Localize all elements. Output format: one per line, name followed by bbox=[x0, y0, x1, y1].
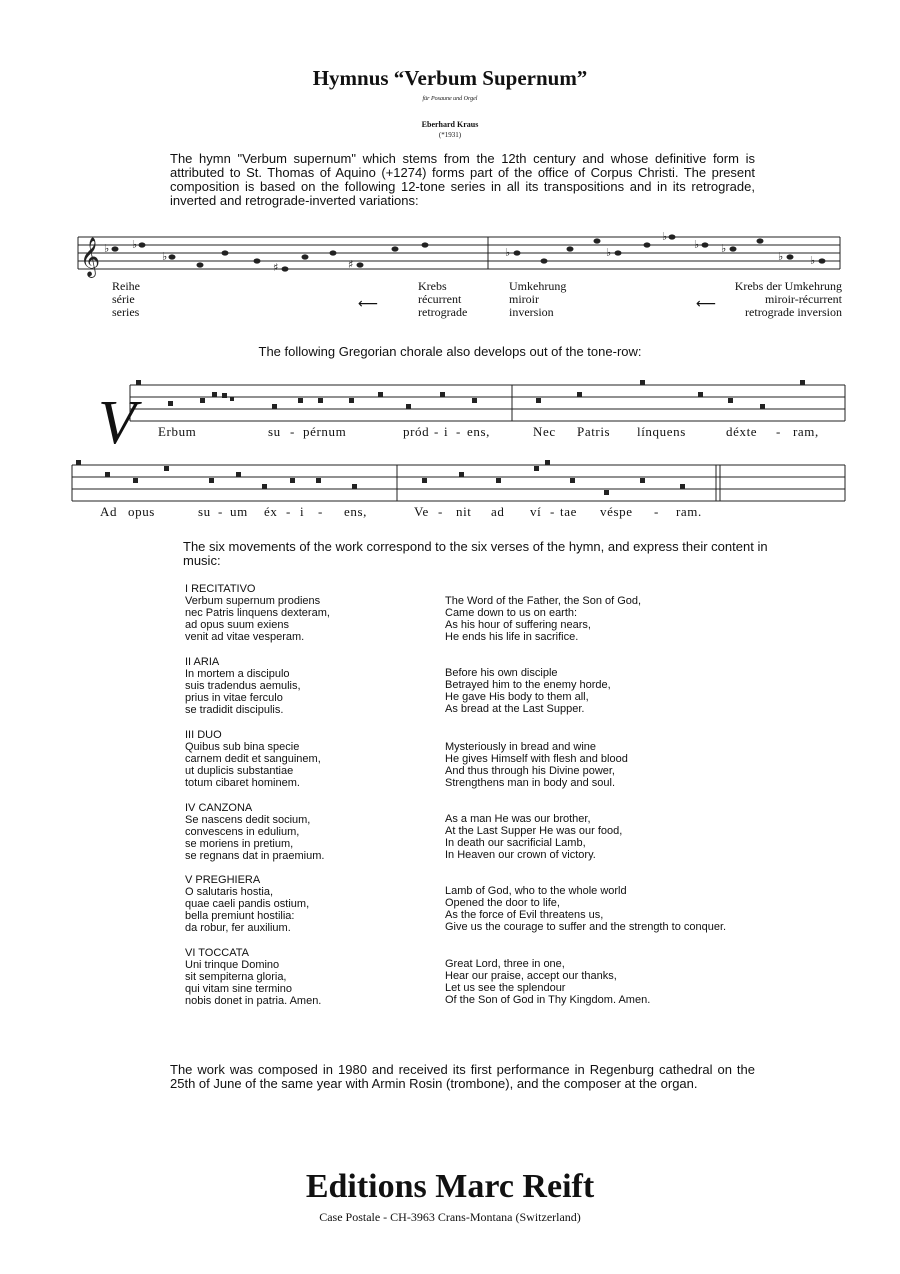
label-krebs-en: retrograde bbox=[418, 305, 468, 319]
lyric-syllable: su bbox=[268, 424, 281, 439]
lyric-syllable: - bbox=[550, 504, 555, 519]
lyric-syllable: ad bbox=[491, 504, 505, 519]
english-line: And thus through his Divine power, bbox=[445, 765, 615, 777]
lyric-syllable: - bbox=[438, 504, 443, 519]
label-krebs bbox=[418, 280, 467, 319]
english-line: Let us see the splendour bbox=[445, 982, 566, 994]
lyric-syllable: su bbox=[198, 504, 211, 519]
label-ku-de: Krebs der Umkehrung bbox=[734, 279, 842, 293]
lyric-syllable: - bbox=[654, 504, 659, 519]
english-line: Hear our praise, accept our thanks, bbox=[445, 970, 617, 982]
chorale-staff-2 bbox=[72, 465, 845, 501]
label-umkehrung-fr: miroir bbox=[509, 292, 539, 306]
latin-line: qui vitam sine termino bbox=[185, 983, 292, 995]
publisher-address: Case Postale - CH-3963 Crans-Montana (Switzerland) bbox=[319, 1210, 581, 1224]
lyric-syllable: ens, bbox=[467, 424, 490, 439]
lyric-syllable: - bbox=[456, 424, 461, 439]
english-line: Came down to us on earth: bbox=[445, 607, 578, 619]
svg-text:♯: ♯ bbox=[348, 258, 354, 271]
lyric-syllable: pród bbox=[403, 424, 430, 439]
label-umkehrung-en: inversion bbox=[509, 305, 554, 319]
movement-title: IV CANZONA bbox=[185, 802, 253, 814]
english-line: At the Last Supper He was our food, bbox=[445, 825, 623, 837]
english-line: As the force of Evil threatens us, bbox=[445, 909, 604, 921]
latin-line: Uni trinque Domino bbox=[185, 959, 280, 971]
latin-line: Se nascens dedit socium, bbox=[185, 814, 311, 826]
lyric-syllable: ram, bbox=[793, 424, 819, 439]
english-line: Give us the courage to suffer and the strength to conquer. bbox=[445, 921, 727, 933]
latin-line: Quibus sub bina specie bbox=[185, 741, 300, 753]
latin-line: se regnans dat in praemium. bbox=[185, 850, 325, 862]
svg-text:♭: ♭ bbox=[810, 254, 816, 267]
latin-line: da robur, fer auxilium. bbox=[185, 922, 291, 934]
lyric-syllable: um bbox=[230, 504, 248, 519]
label-umkehrung bbox=[509, 280, 566, 319]
closing-paragraph: The work was composed in 1980 and received its first performance in Regenburg cathedral on the 25th of June of the same year with Armin Rosin (trombone), and the composer at the organ. bbox=[170, 1062, 755, 1091]
svg-text:♭: ♭ bbox=[694, 238, 700, 251]
movement-6-latin bbox=[185, 947, 321, 1007]
lyric-syllable: ens, bbox=[344, 504, 367, 519]
movement-title: I RECITATIVO bbox=[185, 583, 256, 595]
movements-intro: The six movements of the work correspond to the six verses of the hymn, and express their content in music: bbox=[183, 539, 768, 568]
movement-5-english bbox=[445, 885, 726, 933]
english-line: Of the Son of God in Thy Kingdom. Amen. bbox=[445, 994, 651, 1006]
latin-line: suis tradendus aemulis, bbox=[185, 680, 301, 692]
lyric-syllable: Nec bbox=[533, 424, 556, 439]
lyric-syllable: - bbox=[286, 504, 291, 519]
english-line: Opened the door to life, bbox=[445, 897, 560, 909]
lyric-syllable: Erbum bbox=[158, 424, 197, 439]
lyric-syllable: - bbox=[776, 424, 781, 439]
movement-5-latin bbox=[185, 874, 309, 934]
english-line: Betrayed him to the enemy horde, bbox=[445, 679, 611, 691]
english-line: Mysteriously in bread and wine bbox=[445, 741, 597, 753]
lyric-syllable: déxte bbox=[726, 424, 758, 439]
publisher-name: Editions Marc Reift bbox=[305, 1168, 595, 1205]
label-reihe-en: series bbox=[112, 305, 140, 319]
movement-title: V PREGHIERA bbox=[185, 874, 261, 886]
svg-text:♭: ♭ bbox=[606, 246, 612, 259]
label-krebs-fr: récurrent bbox=[418, 292, 462, 306]
latin-line: se moriens in pretium, bbox=[185, 838, 294, 850]
movement-1-english bbox=[445, 595, 641, 643]
latin-line: prius in vitae ferculo bbox=[185, 692, 283, 704]
composer-years: (*1931) bbox=[438, 131, 462, 139]
svg-text:♭: ♭ bbox=[104, 242, 110, 255]
latin-line: nec Patris linquens dexteram, bbox=[185, 607, 330, 619]
arrow-left-icon: ⟵ bbox=[696, 296, 717, 312]
lyric-syllable: i bbox=[300, 504, 305, 519]
lyric-syllable: Ve bbox=[414, 504, 429, 519]
lyric-syllable: opus bbox=[128, 504, 155, 519]
svg-text:♭: ♭ bbox=[132, 238, 138, 251]
movement-6-english bbox=[445, 958, 650, 1006]
latin-line: bella premiunt hostilia: bbox=[185, 910, 295, 922]
english-line: Strengthens man in body and soul. bbox=[445, 777, 616, 789]
english-line: Great Lord, three in one, bbox=[445, 958, 565, 970]
movement-title: VI TOCCATA bbox=[185, 947, 249, 959]
english-line: As bread at the Last Supper. bbox=[445, 703, 585, 715]
chorale-staff-1 bbox=[130, 385, 845, 421]
latin-line: convescens in edulium, bbox=[185, 826, 300, 838]
chorale-intro: The following Gregorian chorale also develops out of the tone-row: bbox=[258, 344, 642, 359]
label-reihe-fr: série bbox=[112, 292, 135, 306]
label-ku-fr: miroir-récurrent bbox=[764, 292, 842, 306]
latin-line: sit sempiterna gloria, bbox=[185, 971, 287, 983]
svg-text:♭: ♭ bbox=[505, 246, 511, 259]
latin-line: totum cibaret hominem. bbox=[185, 777, 300, 789]
instrumentation: für Posaune und Orgel bbox=[422, 96, 478, 102]
latin-line: ut duplicis substantiae bbox=[185, 765, 294, 777]
english-line: He ends his life in sacrifice. bbox=[445, 631, 579, 643]
initial-letter: V bbox=[98, 389, 136, 457]
lyric-syllable: nit bbox=[456, 504, 472, 519]
svg-text:♭: ♭ bbox=[662, 230, 668, 243]
latin-line: Verbum supernum prodiens bbox=[185, 595, 321, 607]
lyric-syllable: - bbox=[318, 504, 323, 519]
movement-2-latin bbox=[185, 656, 301, 716]
svg-text:♭: ♭ bbox=[162, 250, 168, 263]
label-umkehrung-de: Umkehrung bbox=[509, 279, 567, 293]
latin-line: venit ad vitae vesperam. bbox=[185, 631, 305, 643]
latin-line: ad opus suum exiens bbox=[185, 619, 289, 631]
latin-line: se tradidit discipulis. bbox=[185, 704, 284, 716]
lyric-syllable: - bbox=[434, 424, 439, 439]
latin-line: quae caeli pandis ostium, bbox=[185, 898, 310, 910]
svg-text:♯: ♯ bbox=[273, 261, 279, 274]
movement-3-english bbox=[445, 741, 628, 789]
english-line: In Heaven our crown of victory. bbox=[445, 849, 596, 861]
lyric-syllable: ví bbox=[530, 504, 542, 519]
english-line: He gives Himself with flesh and blood bbox=[445, 753, 628, 765]
english-line: The Word of the Father, the Son of God, bbox=[445, 595, 642, 607]
english-line: Lamb of God, who to the whole world bbox=[445, 885, 627, 897]
movement-title: II ARIA bbox=[185, 656, 220, 668]
composer-name: Eberhard Kraus bbox=[421, 120, 479, 129]
latin-line: carnem dedit et sanguinem, bbox=[185, 753, 321, 765]
label-krebs-de: Krebs bbox=[418, 279, 447, 293]
english-line: Before his own disciple bbox=[445, 667, 558, 679]
lyric-syllable: línquens bbox=[637, 424, 686, 439]
svg-text:♭: ♭ bbox=[778, 250, 784, 263]
movement-title: III DUO bbox=[185, 729, 222, 741]
english-line: He gave His body to them all, bbox=[445, 691, 589, 703]
chorale-notes-1 bbox=[136, 380, 805, 409]
english-line: As a man He was our brother, bbox=[445, 813, 591, 825]
label-reihe bbox=[112, 280, 140, 319]
lyric-syllable: véspe bbox=[600, 504, 633, 519]
lyric-syllable: i bbox=[444, 424, 449, 439]
latin-line: nobis donet in patria. Amen. bbox=[185, 995, 322, 1007]
latin-line: In mortem a discipulo bbox=[185, 668, 290, 680]
svg-text:♭: ♭ bbox=[721, 242, 727, 255]
arrow-left-icon: ⟵ bbox=[358, 296, 379, 312]
english-line: As his hour of suffering nears, bbox=[445, 619, 591, 631]
lyric-syllable: ram. bbox=[676, 504, 702, 519]
lyric-syllable: Patris bbox=[577, 424, 611, 439]
lyric-syllable: éx bbox=[264, 504, 278, 519]
treble-clef-icon: 𝄞 bbox=[80, 237, 101, 277]
lyric-syllable: - bbox=[290, 424, 295, 439]
latin-line: O salutaris hostia, bbox=[185, 886, 274, 898]
lyric-syllable: tae bbox=[560, 504, 577, 519]
movement-4-english bbox=[445, 813, 622, 861]
movement-3-latin bbox=[185, 729, 321, 789]
intro-paragraph: The hymn "Verbum supernum" which stems from the 12th century and whose definitive form is attributed to St. Thomas of Aquino (+1274) forms part of the office of Corpus Christi. The present composition is based on the following 12-tone series in all its transpositions and in its retrograde, inverted and retrograde-inverted variations: bbox=[170, 151, 755, 208]
english-line: In death our sacrificial Lamb, bbox=[445, 837, 586, 849]
lyric-syllable: pérnum bbox=[303, 424, 347, 439]
page-title: Hymnus “Verbum Supernum” bbox=[312, 66, 588, 90]
movement-4-latin bbox=[185, 802, 324, 862]
movement-1-latin bbox=[185, 583, 330, 643]
label-reihe-de: Reihe bbox=[112, 279, 140, 293]
movement-2-english bbox=[445, 667, 611, 715]
lyric-syllable: - bbox=[218, 504, 223, 519]
lyric-syllable: Ad bbox=[100, 504, 118, 519]
label-ku-en: retrograde inversion bbox=[745, 305, 842, 319]
label-krebs-umkehrung bbox=[712, 280, 842, 319]
